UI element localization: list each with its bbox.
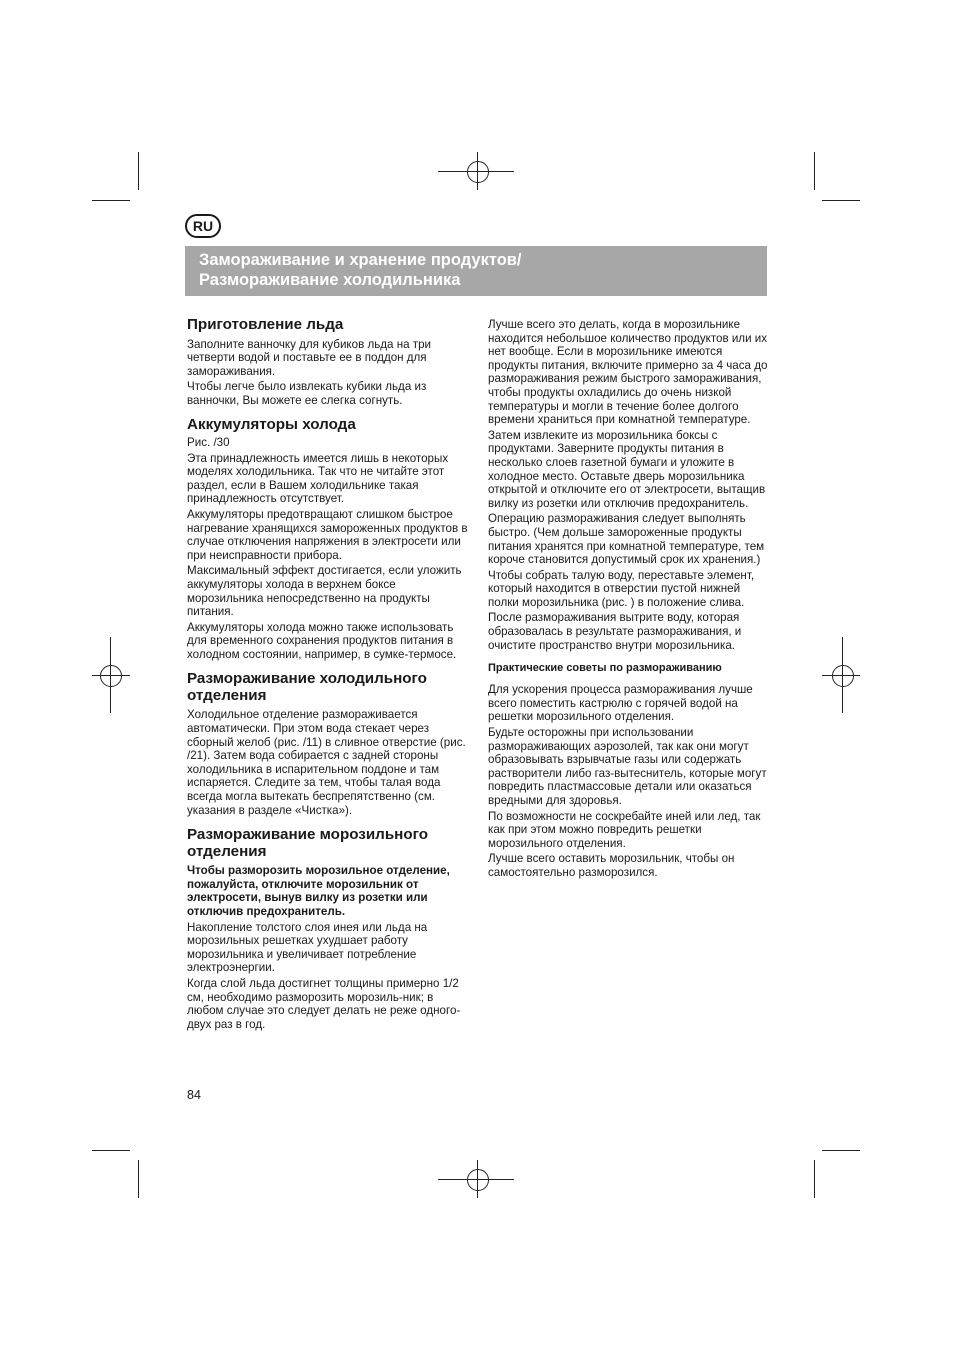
paragraph: После размораживания вытрите воду, которая образовалась в результате размораживания, и очистите пространство внутри морозильника.	[488, 611, 742, 652]
heading-fridge-defrost: Размораживание холодильного отделения	[187, 670, 427, 704]
section-title-bar	[185, 246, 767, 296]
warning-paragraph: Чтобы разморозить морозильное отделение, пожалуйста, отключите морозильник от электросети, вынув вилку из розетки или отключив предохранитель.	[187, 864, 450, 918]
paragraph: Чтобы легче было извлекать кубики льда из ванночки, Вы можете ее слегка согнуть.	[187, 380, 427, 407]
heading-defrost-tips: Практические советы по размораживанию	[488, 662, 722, 675]
paragraph: Холодильное отделение размораживается автоматически. При этом вода стекает через сборный желоб (рис. /11) в сливное отверстие (рис. /21). Затем вода собирается с задней стороны холодильника в испарительном поддоне и там испаряется. Следите за тем, чтобы талая вода всегда могла вытекать беспрепятственно (см. указания в разделе «Чистка»).	[187, 708, 466, 817]
paragraph: Операцию размораживания следует выполнять быстро. (Чем дольше замороженные продукты питания хранятся при комнатной температуре, тем короче становится допустимый срок их хранения.)	[488, 512, 765, 567]
right-column	[488, 318, 770, 880]
left-column	[187, 316, 469, 1031]
paragraph: Максимальный эффект достигается, если уложить аккумуляторы холода в верхнем боксе морозильника непосредственно на продукты питания.	[187, 564, 462, 619]
paragraph: Аккумуляторы предотвращают слишком быстрое нагревание хранящихся замороженных продуктов в случае отключения напряжения в электросети или при неисправности прибора.	[187, 507, 468, 562]
paragraph: Будьте осторожны при использовании размораживающих аэрозолей, так как они могут образовывать взрывчатые газы или содержать растворители либо газ-вытеснитель, которые могут повредить пластмассовые детали или оказаться вредными для здоровья.	[488, 726, 767, 807]
paragraph: Лучше всего оставить морозильник, чтобы он самостоятельно разморозился.	[488, 852, 735, 879]
heading-ice-making: Приготовление льда	[187, 316, 344, 333]
language-badge: RU	[185, 214, 221, 238]
paragraph: Чтобы собрать талую воду, переставьте элемент, который находится в отверстии пустой нижней полки морозильника (рис. ) в положение слива.	[488, 568, 755, 609]
paragraph: Для ускорения процесса размораживания лучше всего поместить кастрюлю с горячей водой на решетки морозильного отделения.	[488, 683, 753, 724]
title-line-1: Замораживание и хранение продуктов/	[199, 251, 522, 269]
figure-reference: Рис. /30	[187, 435, 230, 449]
paragraph: Лучше всего это делать, когда в морозильнике находится небольшое количество продуктов или их нет вообще. Если в морозильнике имеются продукты питания, включите примерно за 4 часа до размораживания режим быстрого замораживания, чтобы продукты охладились до очень низкой температуры и могли в течение более долгого времени храниться при комнатной температуре.	[488, 318, 768, 427]
paragraph: Заполните ванночку для кубиков льда на три четверти водой и поставьте ее в поддон для замораживания.	[187, 337, 432, 378]
heading-cold-accumulators: Аккумуляторы холода	[187, 416, 356, 434]
paragraph: По возможности не соскребайте иней или лед, так как при этом можно повредить решетки морозильного отделения.	[488, 809, 761, 850]
paragraph: Эта принадлежность имеется лишь в некоторых моделях холодильника. Так что не читайте этот раздел, если в Вашем холодильнике такая принадлежность отсутствует.	[187, 451, 449, 506]
paragraph: Аккумуляторы холода можно также использовать для временного сохранения продуктов питания в холодном состоянии, например, в сумке-термосе.	[187, 620, 457, 661]
heading-freezer-defrost: Размораживание морозильного отделения	[187, 826, 429, 860]
page-number: 84	[187, 1088, 201, 1102]
title-line-2: Размораживание холодильника	[199, 271, 461, 289]
paragraph: Затем извлеките из морозильника боксы с продуктами. Заверните продукты питания в несколько слоев газетной бумаги и уложите в холодное место. Оставьте дверь морозильника открытой и отключите его от электросети, вытащив вилку из розетки или отключив предохранитель.	[488, 428, 766, 510]
paragraph: Накопление толстого слоя инея или льда на морозильных решетках ухудшает работу морозильника и увеличивает потребление электроэнергии.	[187, 920, 428, 975]
paragraph: Когда слой льда достигнет толщины примерно 1/2 см, необходимо разморозить морозиль-ник; в любом случае это следует делать не реже одного-двух раз в год.	[187, 976, 461, 1031]
